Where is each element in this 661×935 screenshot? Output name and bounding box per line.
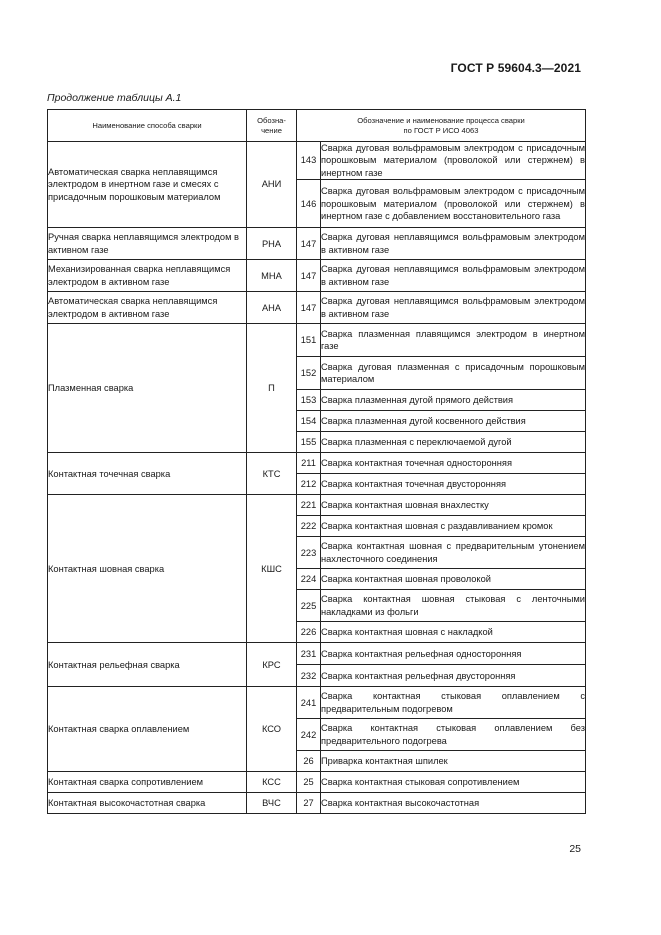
process-number: 147 (297, 292, 321, 324)
method-code: КТС (247, 453, 297, 495)
method-name: Ручная сварка неплавящимся электродом в активном газе (48, 228, 247, 260)
process-description: Сварка плазменная с переключаемой дугой (321, 432, 586, 453)
process-description: Сварка контактная шовная с раздавливанием кромок (321, 516, 586, 537)
process-number: 241 (297, 687, 321, 719)
method-name: Контактная сварка сопротивлением (48, 772, 247, 793)
table-row (48, 495, 586, 516)
process-number: 143 (297, 142, 321, 180)
table-row (48, 142, 586, 180)
process-number: 211 (297, 453, 321, 474)
welding-methods-table (47, 109, 586, 814)
process-description: Сварка контактная шовная с накладкой (321, 622, 586, 643)
process-number: 223 (297, 537, 321, 569)
process-description: Сварка контактная шовная стыковая с ленточными накладками из фольги (321, 590, 586, 622)
header-code: Обозна- чение (247, 110, 297, 142)
process-description: Сварка контактная шовная внахлестку (321, 495, 586, 516)
process-number: 25 (297, 772, 321, 793)
process-description: Приварка контактная шпилек (321, 751, 586, 772)
process-description: Сварка контактная рельефная двусторонняя (321, 665, 586, 687)
process-number: 152 (297, 357, 321, 390)
method-name: Контактная сварка оплавлением (48, 687, 247, 772)
table-row (48, 292, 586, 324)
process-description: Сварка контактная стыковая сопротивлением (321, 772, 586, 793)
method-code: АНА (247, 292, 297, 324)
process-description: Сварка контактная рельефная односторонняя (321, 643, 586, 665)
method-name: Механизированная сварка неплавящимся электродом в активном газе (48, 260, 247, 292)
table-row (48, 228, 586, 260)
process-number: 153 (297, 390, 321, 411)
method-name: Автоматическая сварка неплавящимся электродом в активном газе (48, 292, 247, 324)
process-description: Сварка дуговая вольфрамовым электродом с присадочным порошковым материалом (проволокой или стержнем) в инертном газе с добавлением восстановительного газа (321, 180, 586, 228)
method-code: РНА (247, 228, 297, 260)
method-name: Контактная точечная сварка (48, 453, 247, 495)
process-number: 231 (297, 643, 321, 665)
process-description: Сварка дуговая неплавящимся вольфрамовым электродом в активном газе (321, 228, 586, 260)
process-number: 225 (297, 590, 321, 622)
process-number: 224 (297, 569, 321, 590)
process-number: 222 (297, 516, 321, 537)
process-number: 154 (297, 411, 321, 432)
process-number: 146 (297, 180, 321, 228)
process-number: 155 (297, 432, 321, 453)
process-number: 147 (297, 228, 321, 260)
table-row (48, 793, 586, 814)
process-number: 151 (297, 324, 321, 357)
process-description: Сварка контактная стыковая оплавлением с предварительным подогревом (321, 687, 586, 719)
table-row (48, 453, 586, 474)
header-method: Наименование способа сварки (48, 110, 247, 142)
process-description: Сварка контактная точечная односторонняя (321, 453, 586, 474)
method-code: ВЧС (247, 793, 297, 814)
method-code: П (247, 324, 297, 453)
table-row (48, 324, 586, 357)
method-code: КШС (247, 495, 297, 643)
table-caption: Продолжение таблицы А.1 (47, 92, 182, 104)
method-name: Плазменная сварка (48, 324, 247, 453)
process-description: Сварка дуговая вольфрамовым электродом с присадочным порошковым материалом (проволокой или стержнем) в инертном газе (321, 143, 585, 178)
process-description: Сварка дуговая неплавящимся вольфрамовым электродом в активном газе (321, 260, 586, 292)
method-code: КСС (247, 772, 297, 793)
header-process: Обозначение и наименование процесса сварки по ГОСТ Р ИСО 4063 (297, 110, 586, 142)
method-name: Контактная шовная сварка (48, 495, 247, 643)
method-code: КСО (247, 687, 297, 772)
process-description: Сварка контактная стыковая оплавлением без предварительного подогрева (321, 719, 586, 751)
process-number: 27 (297, 793, 321, 814)
process-number: 226 (297, 622, 321, 643)
process-number: 212 (297, 474, 321, 495)
process-number: 242 (297, 719, 321, 751)
process-number: 221 (297, 495, 321, 516)
process-number: 26 (297, 751, 321, 772)
process-description: Сварка контактная точечная двусторонняя (321, 474, 586, 495)
process-description: Сварка плазменная дугой косвенного действия (321, 411, 586, 432)
method-name: Контактная высокочастотная сварка (48, 793, 247, 814)
page-number: 25 (569, 843, 581, 855)
table-row (48, 643, 586, 665)
method-code: АНИ (247, 142, 297, 228)
process-description: Сварка дуговая плазменная с присадочным порошковым материалом (321, 357, 586, 390)
process-description: Сварка плазменная дугой прямого действия (321, 390, 586, 411)
process-description: Сварка контактная шовная с предварительным утонением нахлесточного соединения (321, 537, 586, 569)
process-description: Сварка плазменная плавящимся электродом в инертном газе (321, 324, 586, 357)
method-code: МНА (247, 260, 297, 292)
method-name: Контактная рельефная сварка (48, 643, 247, 687)
table-row (48, 687, 586, 719)
table-body (48, 142, 586, 814)
document-standard-number: ГОСТ Р 59604.3—2021 (450, 61, 581, 75)
method-code: КРС (247, 643, 297, 687)
table-row (48, 772, 586, 793)
process-number: 232 (297, 665, 321, 687)
process-description: Сварка контактная высокочастотная (321, 793, 586, 814)
process-number: 147 (297, 260, 321, 292)
method-name: Автоматическая сварка неплавящимся электродом в инертном газе и смесях с присадочным порошковым материалом (48, 142, 247, 228)
process-description: Сварка дуговая неплавящимся вольфрамовым электродом в активном газе (321, 292, 586, 324)
process-description: Сварка контактная шовная проволокой (321, 569, 586, 590)
table-row (48, 260, 586, 292)
